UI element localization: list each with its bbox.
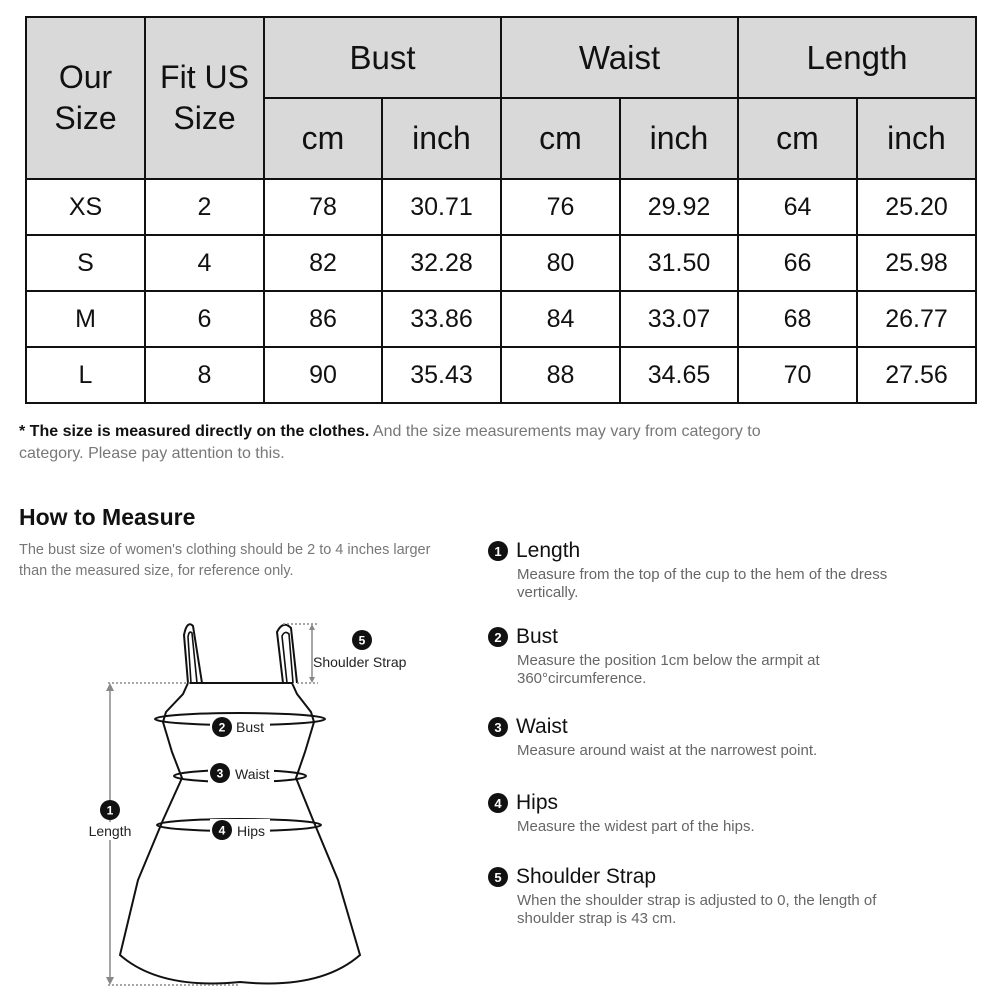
table-cell: 34.65 (620, 347, 738, 403)
instruction-desc: Measure from the top of the cup to the hem of the dress vertically. (517, 566, 888, 601)
table-cell: 35.43 (382, 347, 501, 403)
table-cell: 64 (738, 179, 857, 235)
table-cell: 84 (501, 291, 620, 347)
table-cell: 30.71 (382, 179, 501, 235)
table-cell: 29.92 (620, 179, 738, 235)
table-cell: 33.86 (382, 291, 501, 347)
header-unit-cm: cm (264, 98, 382, 179)
shoulder-strap-label: Shoulder Strap (313, 654, 407, 670)
waist-label: Waist (235, 766, 270, 782)
how-to-measure-title: How to Measure (19, 504, 196, 530)
size-chart-table (25, 16, 977, 404)
table-cell: 70 (738, 347, 857, 403)
instruction-desc: When the shoulder strap is adjusted to 0, the length of shoulder strap is 43 cm. (517, 892, 877, 927)
instruction-name: Waist (516, 715, 568, 738)
table-cell: 66 (738, 235, 857, 291)
table-cell: XS (26, 179, 145, 235)
table-cell: 4 (145, 235, 264, 291)
instruction-length (488, 539, 938, 602)
table-cell: 88 (501, 347, 620, 403)
size-note-bold: * The size is measured directly on the clothes. (19, 423, 370, 440)
table-cell: 8 (145, 347, 264, 403)
table-cell: M (26, 291, 145, 347)
instruction-name: Length (516, 539, 581, 562)
number-badge: 3 (488, 717, 508, 737)
table-cell: 2 (145, 179, 264, 235)
table-cell: 90 (264, 347, 382, 403)
header-length: Length (738, 17, 976, 98)
header-unit-cm: cm (501, 98, 620, 179)
instruction-name: Bust (516, 625, 559, 648)
length-number: 1 (106, 803, 114, 818)
size-note-rest: And the size measurements may vary from category to category. Please pay attention to this. (19, 423, 761, 462)
table-cell: 25.20 (857, 179, 976, 235)
number-badge: 5 (488, 867, 508, 887)
table-cell: 78 (264, 179, 382, 235)
table-row (26, 235, 976, 291)
instruction-desc: Measure around waist at the narrowest point. (517, 742, 818, 759)
table-cell: 25.98 (857, 235, 976, 291)
table-cell: 33.07 (620, 291, 738, 347)
header-unit-cm: cm (738, 98, 857, 179)
table-row (26, 179, 976, 235)
waist-number: 3 (216, 766, 224, 781)
instruction-waist (488, 715, 938, 760)
number-badge: 2 (488, 627, 508, 647)
how-to-measure-subtitle: The bust size of women's clothing should be 2 to 4 inches larger than the measured size, for reference only. (19, 542, 431, 579)
dress-measure-diagram (0, 600, 500, 1000)
instruction-name: Shoulder Strap (516, 865, 657, 888)
header-our-size: Our Size (26, 17, 145, 179)
instruction-desc: Measure the position 1cm below the armpit at 360°circumference. (517, 652, 820, 687)
header-waist: Waist (501, 17, 738, 98)
header-unit-inch: inch (620, 98, 738, 179)
table-cell: 68 (738, 291, 857, 347)
strap-arrow-bottom (309, 677, 315, 683)
strap-arrow-top (309, 624, 315, 630)
header-unit-inch: inch (382, 98, 501, 179)
table-row (26, 291, 976, 347)
table-cell: 26.77 (857, 291, 976, 347)
table-cell: 80 (501, 235, 620, 291)
left-shoulder-strap (184, 624, 202, 683)
table-cell: 76 (501, 179, 620, 235)
table-row (26, 347, 976, 403)
length-arrow-bottom (106, 977, 114, 985)
length-arrow-top (106, 683, 114, 691)
hips-label: Hips (237, 823, 266, 839)
bust-number: 2 (218, 720, 226, 735)
number-badge: 4 (488, 793, 508, 813)
table-cell: 31.50 (620, 235, 738, 291)
table-cell: L (26, 347, 145, 403)
table-cell: 32.28 (382, 235, 501, 291)
bust-label: Bust (236, 719, 265, 735)
instruction-hips (488, 791, 938, 836)
header-unit-inch: inch (857, 98, 976, 179)
instruction-bust (488, 625, 938, 688)
right-shoulder-strap (277, 625, 297, 683)
length-label: Length (88, 823, 132, 839)
table-cell: S (26, 235, 145, 291)
table-cell: 86 (264, 291, 382, 347)
shoulder-strap-number: 5 (358, 633, 366, 648)
instruction-shoulder-strap (488, 865, 938, 928)
instruction-name: Hips (516, 791, 559, 814)
number-badge: 1 (488, 541, 508, 561)
header-fit-us-size: Fit US Size (145, 17, 264, 179)
table-cell: 27.56 (857, 347, 976, 403)
instruction-desc: Measure the widest part of the hips. (517, 818, 755, 835)
hips-number: 4 (218, 823, 226, 838)
table-cell: 6 (145, 291, 264, 347)
size-note (19, 421, 799, 465)
table-cell: 82 (264, 235, 382, 291)
header-bust: Bust (264, 17, 501, 98)
